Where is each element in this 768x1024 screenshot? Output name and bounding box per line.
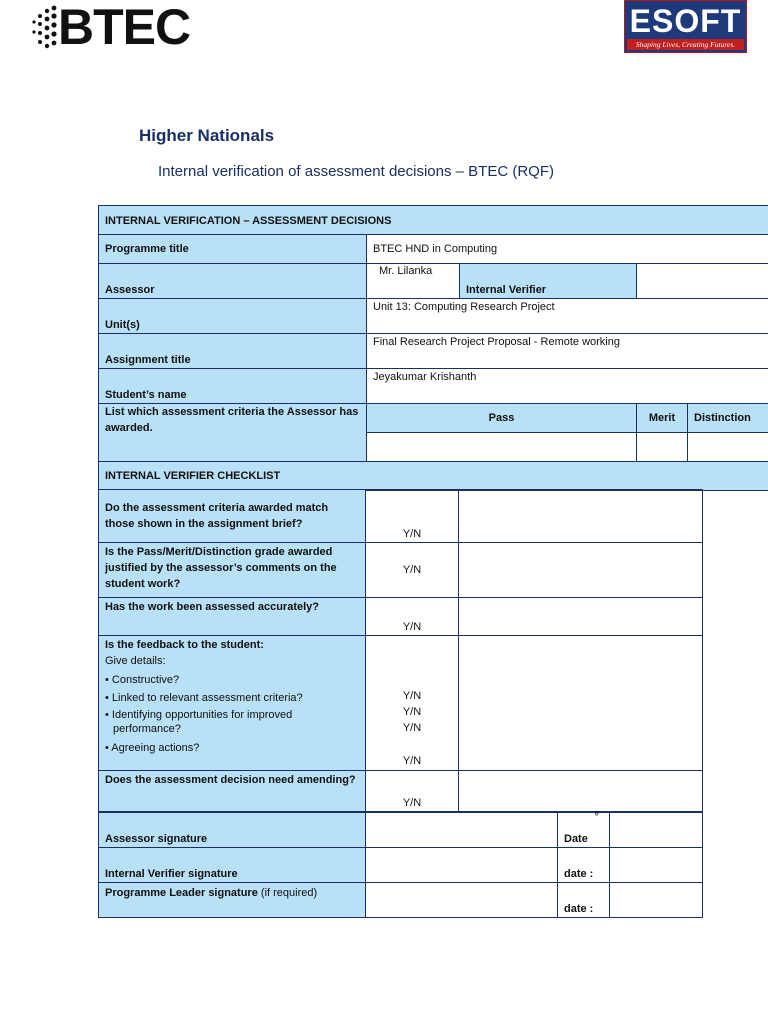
answer-assessed-accurately[interactable]: Y/N (366, 598, 459, 636)
page-subtitle: Internal verification of assessment decisions – BTEC (RQF) (158, 163, 554, 180)
assessor-signature-label: Assessor signature (99, 813, 366, 848)
checklist-header-row (99, 462, 768, 491)
page-title: Higher Nationals (139, 126, 275, 145)
assessor-date-text: Date (564, 833, 588, 845)
btec-logo (30, 0, 191, 56)
pl-signature-label-note: (if required) (257, 887, 318, 899)
checklist-row-3 (99, 598, 703, 636)
checklist-row-1 (99, 490, 703, 543)
iv-date-field[interactable] (610, 848, 703, 883)
pl-signature-label-bold: Programme Leader signature (105, 887, 258, 899)
answer-feedback-constructive[interactable]: Y/N (402, 690, 422, 702)
feedback-item-linked: • Linked to relevant assessment criteria? (105, 692, 303, 704)
section-header: INTERNAL VERIFICATION – ASSESSMENT DECISIONS (99, 206, 768, 235)
verification-form (98, 205, 768, 491)
unit-field[interactable]: Unit 13: Computing Research Project (367, 299, 768, 334)
assessor-field[interactable]: Mr. Lilanka (367, 264, 460, 299)
form-header-row (99, 206, 768, 235)
feedback-item-opportunities: • Identifying opportunities for improved performance? (105, 709, 293, 735)
answer-decision-amend[interactable]: Y/N (366, 771, 459, 812)
student-name-label: Student’s name (99, 369, 367, 404)
checklist-row-4 (99, 636, 703, 771)
esoft-logo (624, 0, 747, 53)
checklist-row-5 (99, 771, 703, 812)
student-name-field[interactable]: Jeyakumar Krishanth (367, 369, 768, 404)
assessor-label: Assessor (99, 264, 367, 299)
pass-field[interactable] (367, 433, 637, 462)
answer-grade-justified[interactable]: Y/N (366, 543, 459, 598)
assessor-row (99, 264, 768, 299)
feedback-give-details: Give details: (105, 655, 166, 667)
programme-title-label: Programme title (99, 235, 367, 264)
signature-table (98, 809, 703, 918)
question-grade-justified: Is the Pass/Merit/Distinction grade awarded justified by the assessor’s comments on the student work? (99, 543, 366, 598)
unit-row (99, 299, 768, 334)
programme-row (99, 235, 768, 264)
feedback-item-actions: • Agreeing actions? (105, 742, 200, 754)
answer-feedback-opportunities[interactable]: Y/N (402, 722, 422, 734)
internal-verifier-field[interactable] (637, 264, 768, 299)
iv-date-label: date : (558, 848, 610, 883)
criteria-label: List which assessment criteria the Assessor has awarded. (99, 404, 367, 462)
iv-signature-field[interactable] (366, 848, 558, 883)
pass-header: Pass (367, 404, 637, 433)
assignment-title-label: Assignment title (99, 334, 367, 369)
pl-signature-field[interactable] (366, 883, 558, 918)
esoft-tagline: Shaping Lives, Creating Futures. (627, 39, 744, 50)
comment-feedback[interactable] (459, 636, 703, 771)
checklist-row-2 (99, 543, 703, 598)
answer-feedback[interactable] (366, 636, 459, 771)
merit-field[interactable] (637, 433, 688, 462)
pl-date-field[interactable] (610, 883, 703, 918)
programme-title-field[interactable]: BTEC HND in Computing (367, 235, 768, 264)
answer-criteria-match[interactable]: Y/N (366, 490, 459, 543)
pl-date-label: date : (558, 883, 610, 918)
answer-feedback-linked[interactable]: Y/N (402, 706, 422, 718)
criteria-header-row (99, 404, 768, 433)
comment-assessed-accurately[interactable] (459, 598, 703, 636)
question-criteria-match: Do the assessment criteria awarded match those shown in the assignment brief? (99, 490, 366, 543)
question-assessed-accurately: Has the work been assessed accurately? (99, 598, 366, 636)
unit-label: Unit(s) (99, 299, 367, 334)
feedback-item-constructive: • Constructive? (105, 674, 180, 686)
assessor-signature-row (99, 813, 703, 848)
pl-signature-label (99, 883, 366, 918)
pl-signature-row (99, 883, 703, 918)
assessor-signature-field[interactable] (366, 813, 558, 848)
comment-decision-amend[interactable] (459, 771, 703, 812)
checklist-table (98, 489, 703, 812)
comment-grade-justified[interactable] (459, 543, 703, 598)
esoft-wordmark: ESOFT (629, 3, 742, 39)
btec-wordmark: BTEC (58, 0, 191, 55)
distinction-header: Distinction (688, 404, 768, 433)
internal-verifier-label: Internal Verifier (460, 264, 637, 299)
checklist-header: INTERNAL VERIFIER CHECKLIST (99, 462, 768, 491)
comment-criteria-match[interactable] (459, 490, 703, 543)
iv-signature-row (99, 848, 703, 883)
assessor-date-mark: ᵉ (594, 809, 599, 821)
answer-feedback-actions[interactable]: Y/N (402, 755, 422, 767)
assignment-title-field[interactable]: Final Research Project Proposal - Remote working (367, 334, 768, 369)
iv-signature-label: Internal Verifier signature (99, 848, 366, 883)
assessor-date-field[interactable] (610, 813, 703, 848)
feedback-title: Is the feedback to the student: (105, 639, 264, 651)
student-row (99, 369, 768, 404)
assignment-row (99, 334, 768, 369)
question-feedback (99, 636, 366, 771)
assessor-date-label (558, 809, 610, 848)
question-decision-amend: Does the assessment decision need amending? (99, 771, 366, 812)
merit-header: Merit (637, 404, 688, 433)
distinction-field[interactable] (688, 433, 768, 462)
